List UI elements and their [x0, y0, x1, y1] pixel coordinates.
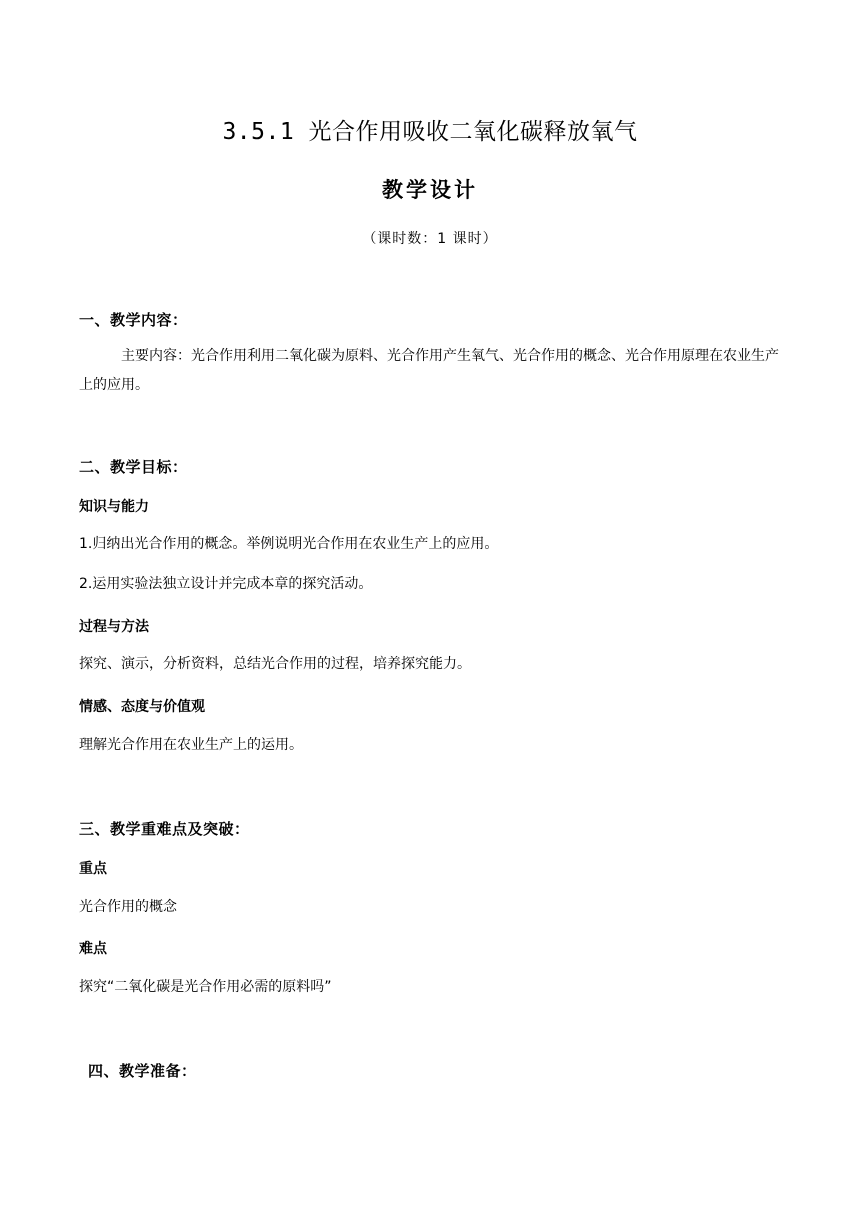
section-heading-preparation: 四、教学准备：	[88, 1062, 197, 1080]
difficulty-line: 探究“二氧化碳是光合作用必需的原料吗”	[79, 979, 332, 995]
section-heading-objectives: 二、教学目标：	[79, 458, 188, 476]
subsection-title-attitude: 情感、态度与价值观	[79, 699, 205, 715]
section-paragraph-content: 主要内容：光合作用利用二氧化碳为原料、光合作用产生氧气、光合作用的概念、光合作用原理在农业生产上的应用。	[79, 348, 779, 393]
objective-line: 2.运用实验法独立设计并完成本章的探究活动。	[79, 576, 373, 592]
objective-line: 理解光合作用在农业生产上的运用。	[79, 737, 303, 753]
subsection-title-knowledge: 知识与能力	[79, 499, 149, 515]
section-heading-key-points: 三、教学重难点及突破：	[79, 820, 250, 838]
subsection-title-difficulty: 难点	[79, 941, 107, 957]
key-point-line: 光合作用的概念	[79, 899, 177, 915]
objective-line: 1.归纳出光合作用的概念。举例说明光合作用在农业生产上的应用。	[79, 536, 499, 552]
document-title: 3.5.1 光合作用吸收二氧化碳释放氧气	[222, 119, 638, 145]
subsection-title-process: 过程与方法	[79, 619, 149, 635]
section-heading-content: 一、教学内容：	[79, 311, 188, 329]
subsection-title-key: 重点	[79, 861, 107, 877]
period-note: （课时数：1 课时）	[362, 231, 498, 247]
document-subtitle: 教学设计	[382, 178, 478, 202]
objective-line: 探究、演示，分析资料，总结光合作用的过程，培养探究能力。	[79, 656, 471, 672]
